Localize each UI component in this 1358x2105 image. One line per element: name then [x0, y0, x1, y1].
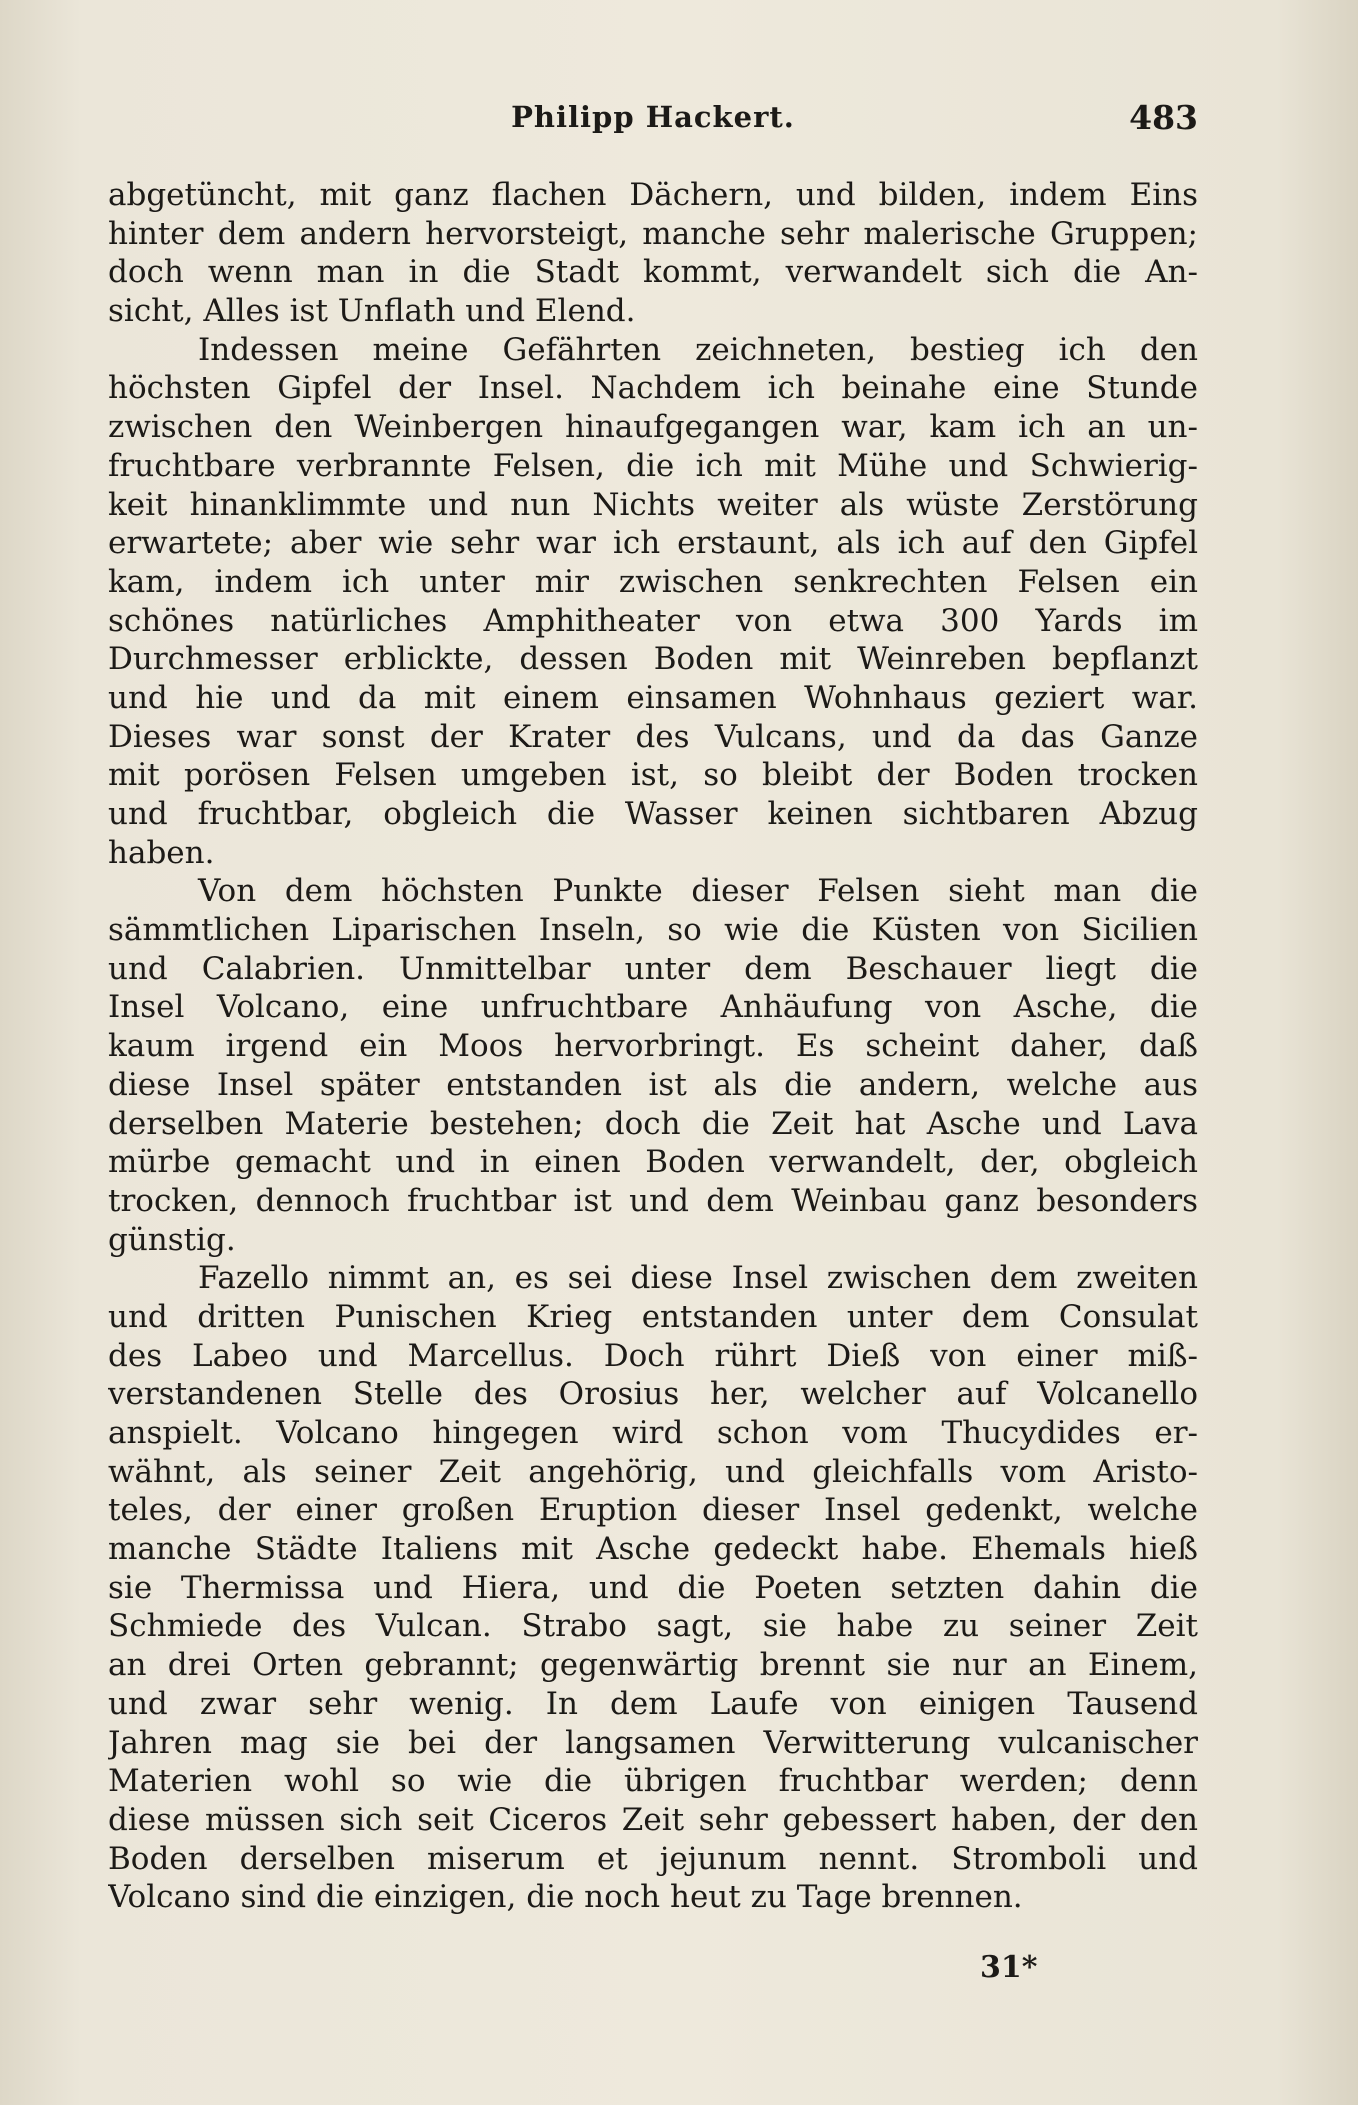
text-line: Volcano sind die einzigen, die noch heut zu Tage brennen.	[108, 1879, 1023, 1916]
text-line: diese müssen sich seit Ciceros Zeit sehr gebessert haben, der den	[108, 1801, 1198, 1838]
text-line: keit hinanklimmte und nun Nichts weiter als wüste Zerstörung	[108, 486, 1198, 523]
text-line: kam, indem ich unter mir zwischen senkrechten Felsen ein	[108, 563, 1198, 600]
text-line: zwischen den Weinbergen hinaufgegangen war, kam ich an un-	[108, 409, 1198, 446]
text-line: sicht, Alles ist Unflath und Elend.	[108, 293, 636, 330]
text-line: hinter dem andern hervorsteigt, manche sehr malerische Gruppen;	[108, 215, 1198, 252]
text-line: trocken, dennoch fruchtbar ist und dem Weinbau ganz besonders	[108, 1182, 1198, 1219]
text-line: doch wenn man in die Stadt kommt, verwandelt sich die An-	[108, 254, 1198, 291]
paragraph	[108, 1259, 1198, 1917]
text-line: Fazello nimmt an, es sei diese Insel zwischen dem zweiten	[198, 1260, 1198, 1297]
text-line: an drei Orten gebrannt; gegenwärtig brennt sie nur an Einem,	[108, 1647, 1198, 1684]
text-line: Jahren mag sie bei der langsamen Verwitterung vulcanischer	[108, 1724, 1198, 1761]
text-line: und zwar sehr wenig. In dem Laufe von einigen Tausend	[108, 1685, 1198, 1722]
text-line: Materien wohl so wie die übrigen fruchtbar werden; denn	[108, 1763, 1198, 1800]
signature-mark: 31*	[980, 1950, 1038, 1985]
text-line: anspielt. Volcano hingegen wird schon vom Thucydides er-	[108, 1415, 1198, 1451]
text-line: mit porösen Felsen umgeben ist, so bleibt der Boden trocken	[108, 757, 1198, 794]
text-line: kaum irgend ein Moos hervorbringt. Es scheint daher, daß	[108, 1028, 1198, 1065]
text-line: Durchmesser erblickte, dessen Boden mit Weinreben bepflanzt	[108, 641, 1198, 678]
text-line: Indessen meine Gefährten zeichneten, bestieg ich den	[198, 331, 1198, 368]
text-line: abgetüncht, mit ganz flachen Dächern, und bilden, indem Eins	[108, 177, 1198, 213]
text-line: Insel Volcano, eine unfruchtbare Anhäufung von Asche, die	[108, 989, 1198, 1026]
text-line: Dieses war sonst der Krater des Vulcans, und da das Ganze	[108, 718, 1198, 755]
text-line: sie Thermissa und Hiera, und die Poeten setzten dahin die	[108, 1569, 1198, 1606]
page-number: 483	[1129, 98, 1198, 137]
text-line: manche Städte Italiens mit Asche gedeckt habe. Ehemals hieß	[108, 1531, 1198, 1568]
text-line: erwartete; aber wie sehr war ich erstaunt, als ich auf den Gipfel	[108, 525, 1198, 562]
text-line: und dritten Punischen Krieg entstanden unter dem Consulat	[108, 1298, 1198, 1335]
text-line: und hie und da mit einem einsamen Wohnhaus geziert war.	[108, 679, 1198, 716]
text-line: Schmiede des Vulcan. Strabo sagt, sie habe zu seiner Zeit	[108, 1608, 1198, 1645]
text-line: diese Insel später entstanden ist als die andern, welche aus	[108, 1066, 1198, 1103]
text-line: sämmtlichen Liparischen Inseln, so wie die Küsten von Sicilien	[108, 912, 1198, 949]
text-line: derselben Materie bestehen; doch die Zeit hat Asche und Lava	[108, 1105, 1198, 1142]
text-line: Von dem höchsten Punkte dieser Felsen sieht man die	[198, 873, 1198, 910]
text-line: fruchtbare verbrannte Felsen, die ich mit Mühe und Schwierig-	[108, 447, 1198, 484]
paragraph	[108, 872, 1198, 1259]
paragraph	[108, 331, 1198, 873]
text-line: mürbe gemacht und in einen Boden verwandelt, der, obgleich	[108, 1144, 1198, 1181]
text-line: günstig.	[108, 1221, 236, 1258]
text-line: des Labeo und Marcellus. Doch rührt Dieß von einer miß-	[108, 1337, 1198, 1374]
body-text	[108, 176, 1198, 1917]
paragraph	[108, 176, 1198, 331]
text-line: verstandenen Stelle des Orosius her, welcher auf Volcanello	[108, 1376, 1198, 1413]
text-line: haben.	[108, 834, 215, 871]
text-line: und Calabrien. Unmittelbar unter dem Beschauer liegt die	[108, 950, 1198, 987]
page-header	[108, 100, 1198, 150]
running-title: Philipp Hackert.	[511, 100, 795, 134]
text-line: schönes natürliches Amphitheater von etwa 300 Yards im	[108, 602, 1198, 639]
text-line: wähnt, als seiner Zeit angehörig, und gleichfalls vom Aristo-	[108, 1453, 1198, 1490]
text-line: und fruchtbar, obgleich die Wasser keinen sichtbaren Abzug	[108, 796, 1198, 832]
text-line: Boden derselben miserum et jejunum nennt. Stromboli und	[108, 1840, 1198, 1877]
text-line: höchsten Gipfel der Insel. Nachdem ich beinahe eine Stunde	[108, 370, 1198, 407]
text-line: teles, der einer großen Eruption dieser Insel gedenkt, welche	[108, 1492, 1198, 1529]
